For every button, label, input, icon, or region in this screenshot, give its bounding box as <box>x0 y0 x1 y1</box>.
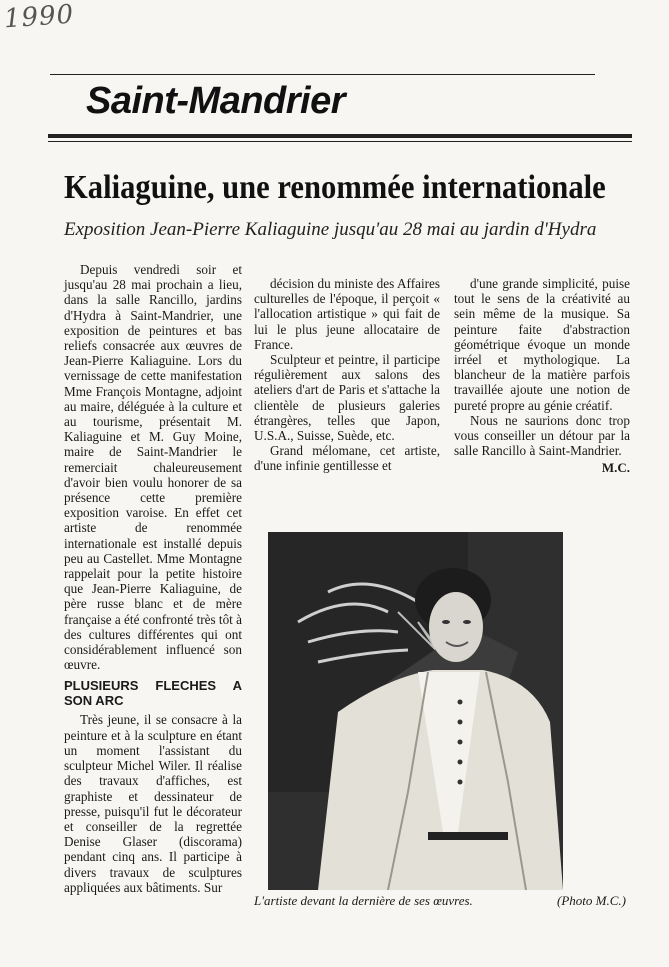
subheadline: Exposition Jean-Pierre Kaliaguine jusqu'au 28 mai au jardin d'Hydra <box>64 219 597 240</box>
handwritten-year: 1990 <box>3 0 76 35</box>
paragraph: Depuis vendredi soir et jusqu'au 28 mai prochain a lieu, dans la salle Rancillo, jardins d'Hydra à Saint-Mandrier, une exposition de peintures et bas reliefs consacrée aux œuvres de Jean-Pierre Kaliaguine. Lors du vernissage de cette manifestation Mme François Montagne, adjoint au maire, déléguée à la culture et au tourisme, présentait M. Kaliaguine et M. Guy Moine, maire de Saint-Mandrier le remerciait chaleureusement d'avoir bien voulu honorer de sa présence cette première exposition varoise. En effet cet artiste de renommée internationale est installé depuis peu au Castellet. Mme Montagne rappelait pour la petite histoire que Jean-Pierre Kaliaguine, de père russe blanc et de mère française a été confronté très tôt à des cultures différentes qui ont considérablement influencé son œuvre. <box>64 262 242 673</box>
photo-illustration <box>268 532 563 890</box>
column-2 <box>254 276 440 474</box>
photo-credit: (Photo M.C.) <box>557 893 626 908</box>
subheading: PLUSIEURS FLECHES A SON ARC <box>64 678 242 709</box>
paragraph: Sculpteur et peintre, il participe régulièrement aux salons des ateliers d'art de Paris et s'attache la clientèle de plusieurs galeries étrangères, telles que Japon, U.S.A., Suisse, Suède, etc. <box>254 352 440 444</box>
author-signature: M.C. <box>601 460 630 476</box>
paragraph: décision du ministe des Affaires culturelles de l'époque, il perçoit « l'allocation artistique » qui fait de lui le plus jeune allocataire de France. <box>254 276 440 352</box>
paragraph: d'une grande simplicité, puise tout le sens de la créativité au sein même de la musique. Sa peinture faite d'abstraction géométrique évoque un monde irréel et mythologique. La blancheur de la matière parfois travaillée ajoute une notion de pureté propre au génie créatif. <box>454 276 630 413</box>
headline: Kaliaguine, une renommée internationale <box>64 169 606 206</box>
top-rule <box>50 74 595 75</box>
column-3 <box>454 276 630 476</box>
column-1 <box>64 262 242 895</box>
photo-caption-row <box>254 893 626 908</box>
artist-photo <box>268 532 563 890</box>
paragraph: Nous ne saurions donc trop vous conseiller un détour par la salle Rancillo à Saint-Mandrier. <box>454 412 630 459</box>
photo-caption: L'artiste devant la dernière de ses œuvres. <box>254 893 473 908</box>
section-title: Saint-Mandrier <box>86 80 346 122</box>
paragraph: Grand mélomane, cet artiste, d'une infinie gentillesse et <box>254 443 440 474</box>
section-rule-thin <box>48 141 632 142</box>
section-rule-thick <box>48 134 632 138</box>
paragraph: Très jeune, il se consacre à la peinture et à la sculpture en étant un moment l'assistant du sculpteur Michel Wiler. Il réalise des travaux d'affiches, est graphiste et dessinateur de presse, puisqu'il fut le décorateur et conseiller de la regrettée Denise Glaser (discorama) pendant cinq ans. Il participe à divers travaux de sculptures appliquées aux bâtiments. Sur <box>64 712 242 895</box>
